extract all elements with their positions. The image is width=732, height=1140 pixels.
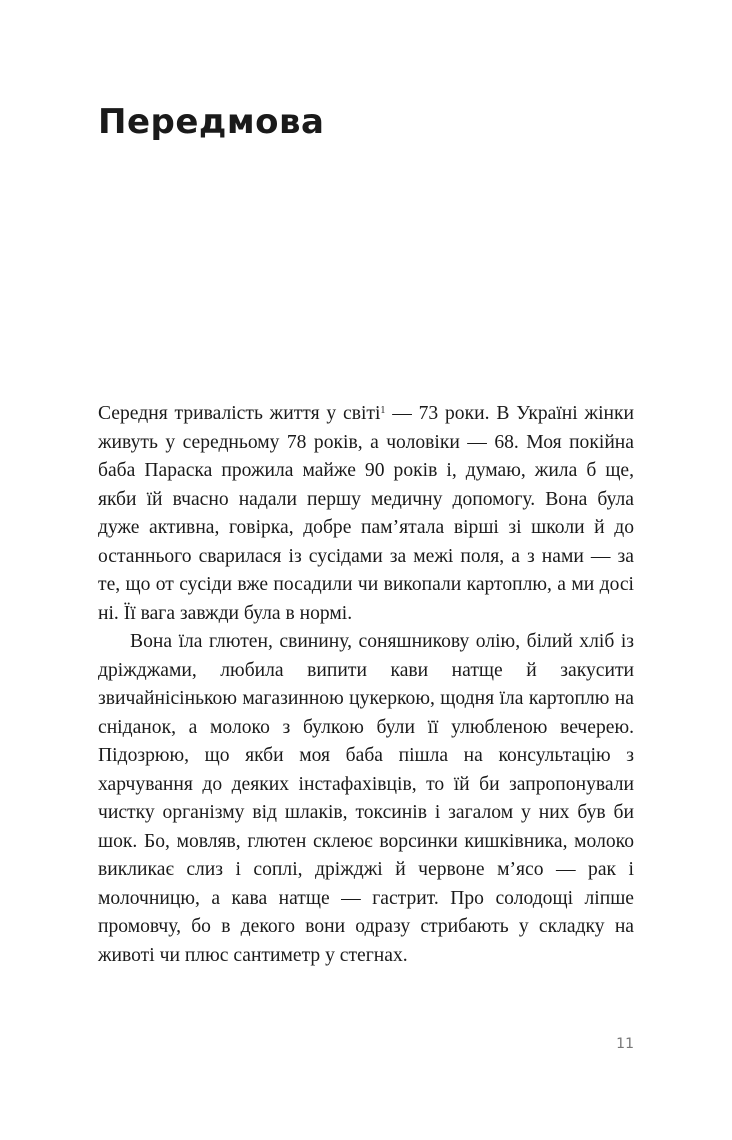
paragraph-1-text-end: — 73 роки. В Україні жінки живуть у середньому 78 років, а чоловіки — 68. Моя покійна баба Параска прожила майже 90 років і, думаю, жила б ще, якби їй вчасно надали першу медичну допомогу. Вона була дуже активна, говірка, добре пам’ятала вірші зі школи й до останнього сварилася із сусідами за межі поля, а з нами — за те, що от сусіди вже посадили чи викопали картоплю, а ми досі ні. Її вага завжди була в нормі. (98, 403, 635, 624)
chapter-title: Передмова (98, 102, 325, 142)
paragraph-1 (98, 400, 634, 628)
footnote-reference: 1 (380, 405, 386, 416)
body-text (98, 400, 634, 970)
paragraph-2: Вона їла глютен, свинину, соняшникову олію, білий хліб із дріжджами, любила випити кави натще й закусити звичайнісінькою магазинною цукеркою, щодня їла картоплю на сніданок, а молоко з булкою були її улюбленою вечерею. Підозрюю, що якби моя баба пішла на консультацію з харчування до деяких інстафахівців, то їй би запропонували чистку організму від шлаків, токсинів і загалом у них був би шок. Бо, мовляв, глютен склеює ворсинки кишківника, молоко викликає слиз і соплі, дріжджі й червоне м’ясо — рак і молочницю, а кава натще — гастрит. Про солодощі ліпше промовчу, бо в декого вони одразу стрибають у складку на животі чи плюс сантиметр у стегнах. (98, 631, 634, 966)
page-number: 11 (616, 1036, 634, 1052)
paragraph-1-text-start: Середня тривалість життя у світі (98, 403, 381, 424)
